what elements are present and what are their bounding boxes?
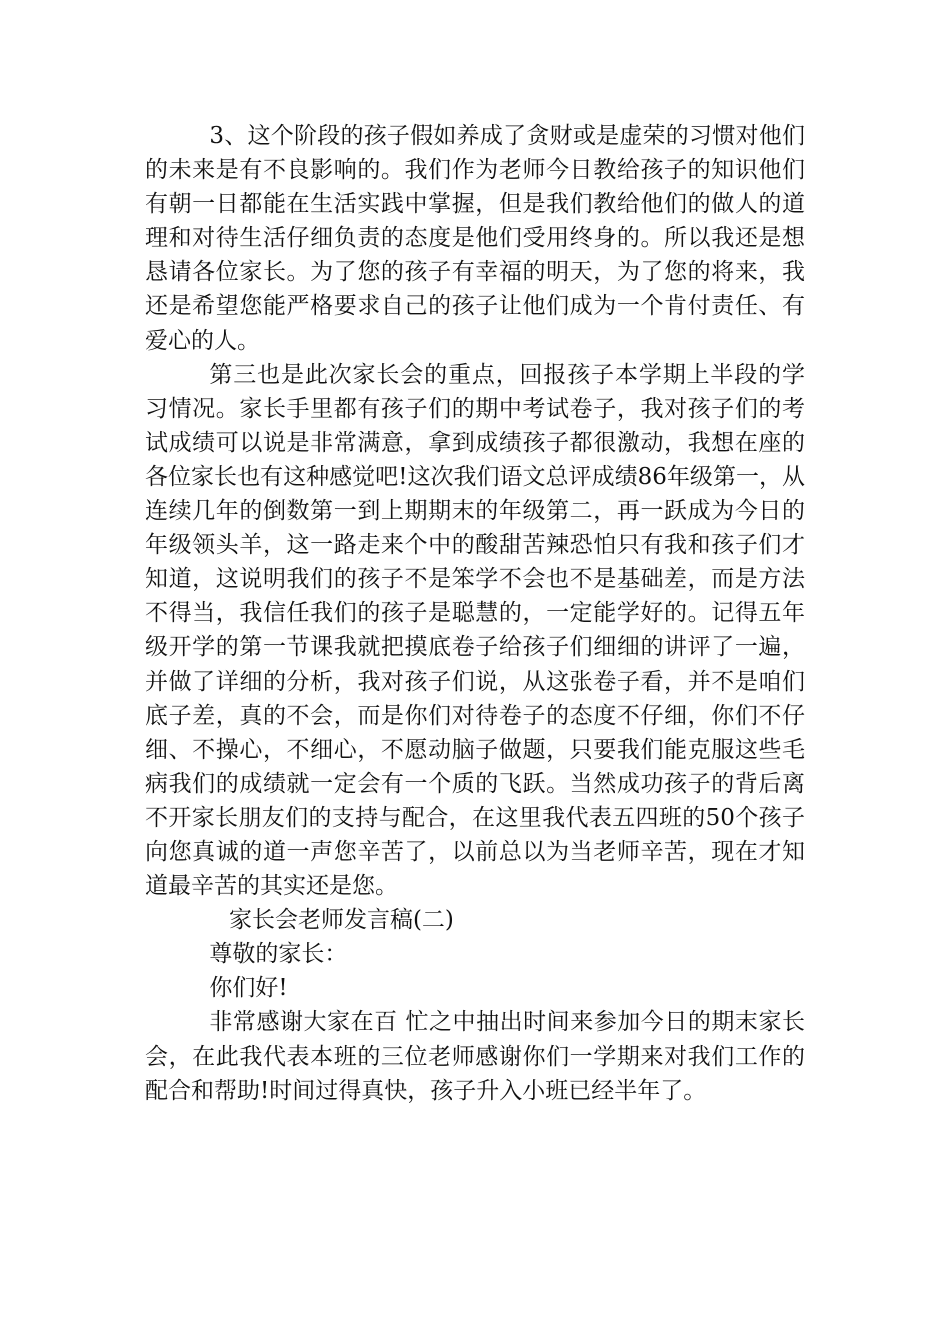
- salutation: 尊敬的家长：: [209, 941, 348, 968]
- greeting: 你们好!: [209, 975, 288, 1002]
- paragraph-2: 第三也是此次家长会的重点，回报孩子本学期上半段的学习情况。家长手里都有孩子们的期中考试卷子，我对孩子们的考试成绩可以说是非常满意，拿到成绩孩子都很激动，我想在座的各位家长也有这种感觉吧!这次我们语文总评成绩86年级第一，从连续几年的倒数第一到上期期末的年级第二，再一跃成为今日的年级领头羊，这一路走来个中的酸甜苦辣恐怕只有我和孩子们才知道，这说明我们的孩子不是笨学不会也不是基础差，而是方法不得当，我信任我们的孩子是聪慧的，一定能学好的。记得五年级开学的第一节课我就把摸底卷子给孩子们细细的讲评了一遍，并做了详细的分析，我对孩子们说，从这张卷子看，并不是咱们底子差，真的不会，而是你们对待卷子的态度不仔细，你们不仔细、不操心，不细心，不愿动脑子做题，只要我们能克服这些毛病我们的成绩就一定会有一个质的飞跃。当然成功孩子的背后离不开家长朋友们的支持与配合，在这里我代表五四班的50个孩子向您真诚的道一声您辛苦了，以前总以为当老师辛苦，现在才知道最辛苦的其实还是您。: [145, 361, 805, 900]
- paragraph-3: 非常感谢大家在百 忙之中抽出时间来参加今日的期末家长会，在此我代表本班的三位老师感谢你们一学期来对我们工作的配合和帮助!时间过得真快，孩子升入小班已经半年了。: [145, 1009, 805, 1104]
- paragraph-1: 3、这个阶段的孩子假如养成了贪财或是虚荣的习惯对他们的未来是有不良影响的。我们作为老师今日教给孩子的知识他们有朝一日都能在生活实践中掌握，但是我们教给他们的做人的道理和对待生活仔细负责的态度是他们受用终身的。所以我还是想恳请各位家长。为了您的孩子有幸福的明天，为了您的将来，我还是希望您能严格要求自己的孩子让他们成为一个肯付责任、有爱心的人。: [145, 123, 805, 354]
- document-body: [145, 119, 805, 1108]
- section-heading: 家长会老师发言稿(二): [228, 907, 454, 934]
